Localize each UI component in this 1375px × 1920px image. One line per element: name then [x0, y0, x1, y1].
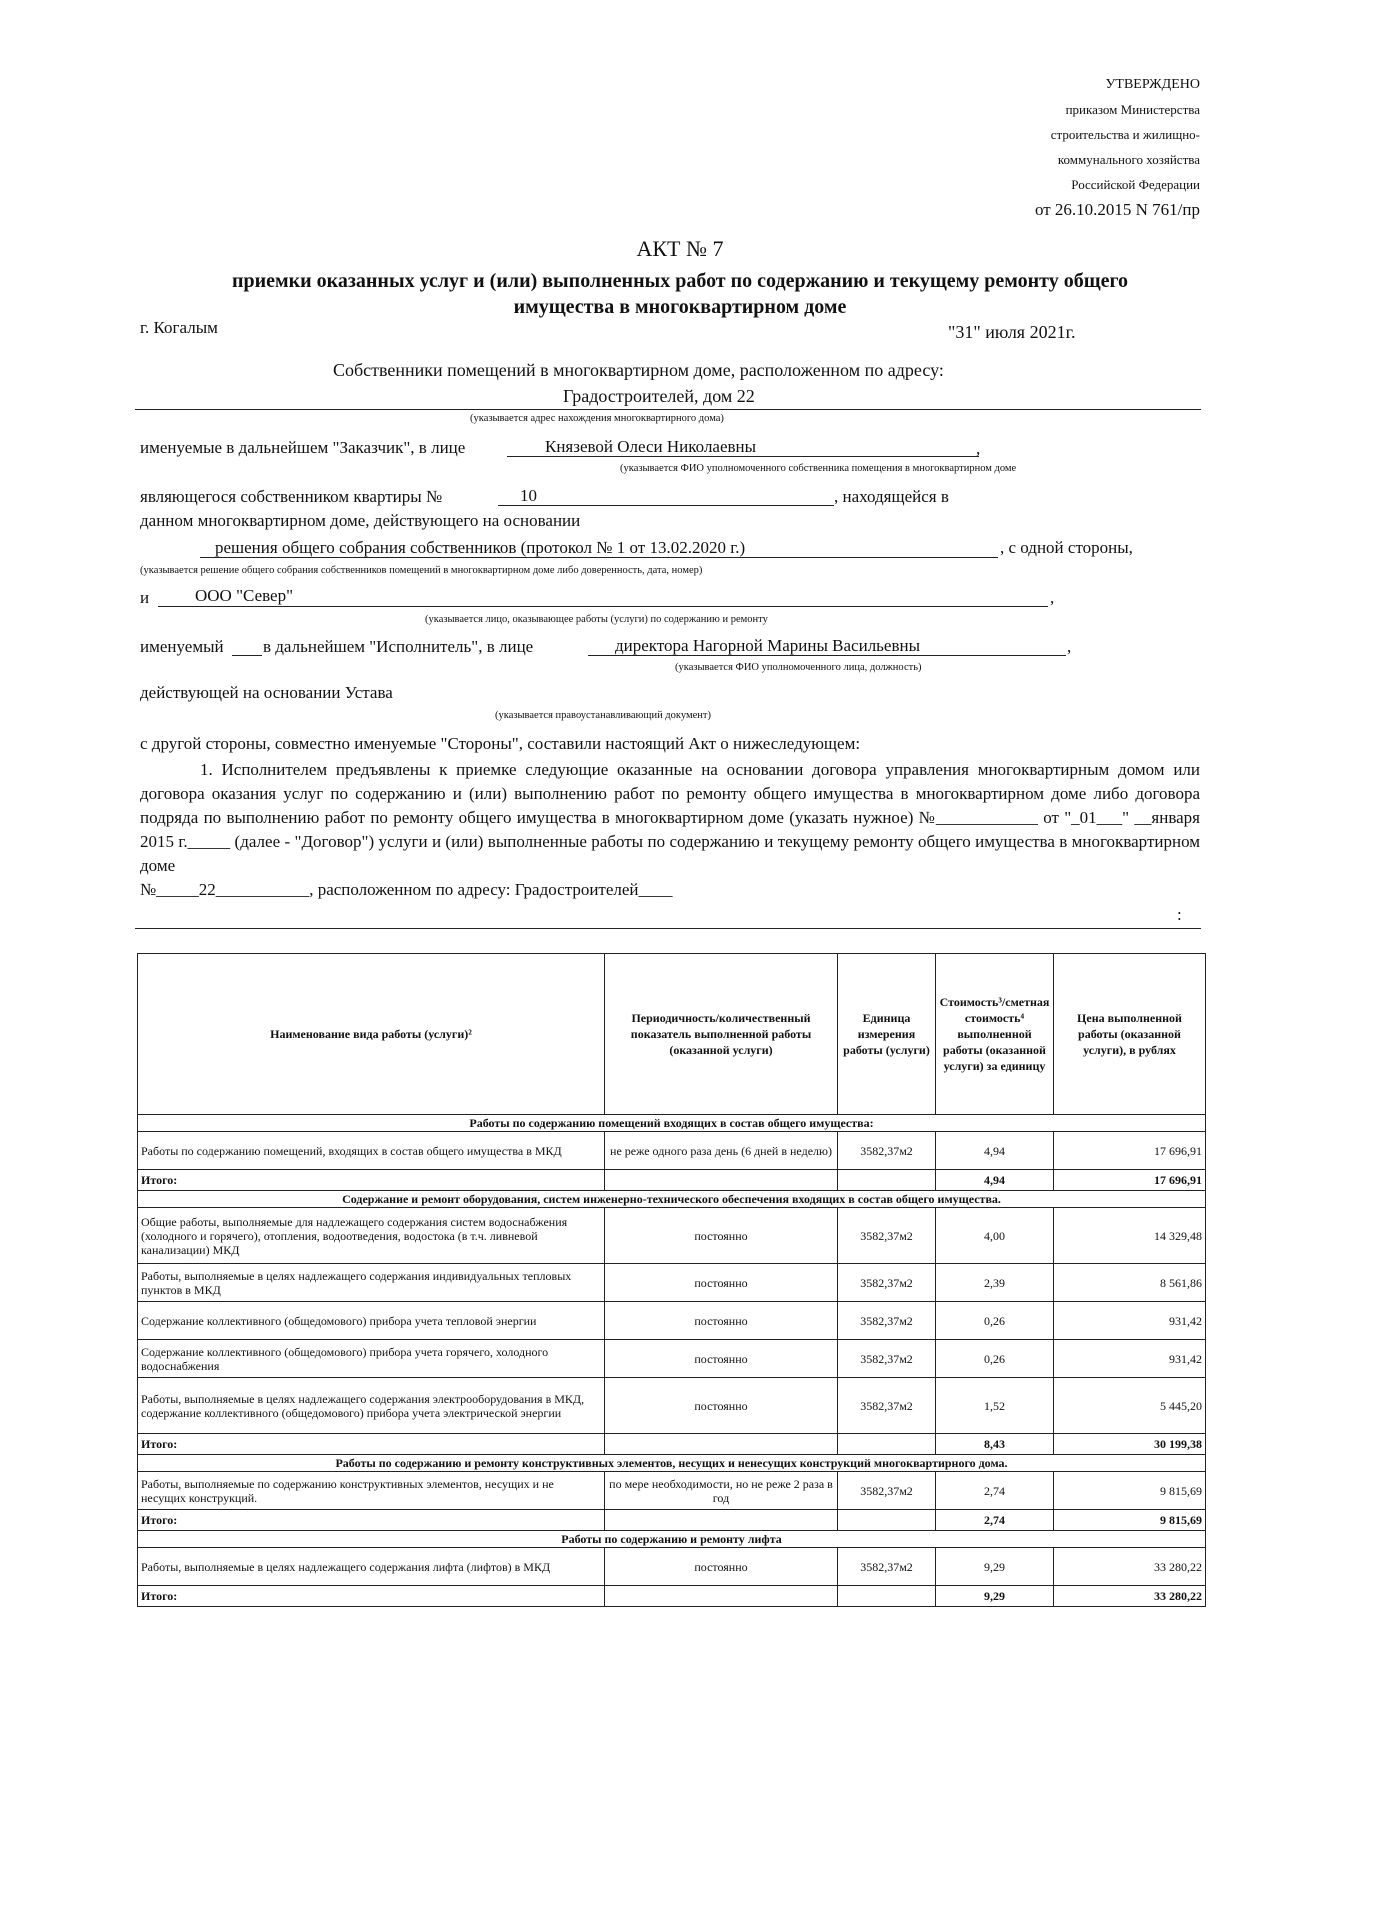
work-periodicity: постоянно — [605, 1208, 838, 1264]
total-price: 17 696,91 — [1054, 1170, 1206, 1191]
header-periodicity: Периодичность/количественный показатель выполненной работы (оказанной услуги) — [605, 954, 838, 1115]
address-underline — [135, 409, 1201, 410]
basis: решения общего собрания собственников (протокол № 1 от 13.02.2020 г.) — [215, 538, 746, 557]
table-row — [138, 1548, 1206, 1586]
work-price: 931,42 — [1054, 1340, 1206, 1378]
customer-name: Князевой Олеси Николаевны — [545, 437, 757, 456]
act-date: "31" июля 2021г. — [948, 322, 1076, 342]
table-row — [138, 1340, 1206, 1378]
clause-1-address: №_____22___________, расположенном по адресу: Градостроителей____ — [140, 880, 673, 899]
section-title: Содержание и ремонт оборудования, систем инженерно-технического обеспечения входящих в состав общего имущества. — [138, 1191, 1206, 1208]
total-empty — [838, 1586, 936, 1607]
work-cost: 2,74 — [936, 1472, 1054, 1510]
named-prefix: именуемый — [140, 637, 224, 656]
total-row — [138, 1586, 1206, 1607]
total-empty — [838, 1510, 936, 1531]
work-unit: 3582,37м2 — [838, 1132, 936, 1170]
address-note: (указывается адрес нахождения многоквартирного дома) — [470, 413, 724, 424]
work-name: Содержание коллективного (общедомового) прибора учета тепловой энергии — [138, 1302, 605, 1340]
work-periodicity: не реже одного раза день (6 дней в неделю) — [605, 1132, 838, 1170]
table-row — [138, 1472, 1206, 1510]
work-unit: 3582,37м2 — [838, 1548, 936, 1586]
executor-name: ООО "Север" — [195, 586, 294, 605]
section-row — [138, 1455, 1206, 1472]
work-unit: 3582,37м2 — [838, 1208, 936, 1264]
person-suffix: , — [1067, 637, 1072, 656]
work-cost: 4,94 — [936, 1132, 1054, 1170]
work-periodicity: постоянно — [605, 1548, 838, 1586]
executor-prefix: и — [140, 588, 150, 607]
work-name: Работы, выполняемые в целях надлежащего содержания лифта (лифтов) в МКД — [138, 1548, 605, 1586]
act-subtitle-line: имущества в многоквартирном доме — [513, 296, 847, 318]
work-cost: 1,52 — [936, 1378, 1054, 1434]
work-cost: 0,26 — [936, 1340, 1054, 1378]
clause-1-text: 1. Исполнителем предъявлены к приемке следующие оказанные на основании договора управления многоквартирным домом или договора оказания услуг по содержанию и (или) выполнению работ по ремонту общего имущества в многоквартирном доме либо договора подряда по выполнению работ по ремонту общего имущества в многоквартирном доме (указать нужное) №____________ от "_01___" __января 2015 г._____ (далее - "Договор") услуги и (или) выполненные работы по содержанию и текущему ремонту общего имущества в многоквартирном доме — [140, 760, 1200, 875]
work-name: Содержание коллективного (общедомового) прибора учета горячего, холодного водоснабжения — [138, 1340, 605, 1378]
total-price: 30 199,38 — [1054, 1434, 1206, 1455]
customer-note: (указывается ФИО уполномоченного собственника помещения в многоквартирном доме — [620, 463, 1017, 474]
work-price: 17 696,91 — [1054, 1132, 1206, 1170]
header-name: Наименование вида работы (услуги)² — [138, 954, 605, 1115]
table-row — [138, 1208, 1206, 1264]
section-title: Работы по содержанию помещений входящих в состав общего имущества: — [138, 1115, 1206, 1132]
approval-line: Российской Федерации — [1071, 177, 1200, 192]
total-label: Итого: — [138, 1586, 605, 1607]
header-unit: Единица измерения работы (услуги) — [838, 954, 936, 1115]
work-unit: 3582,37м2 — [838, 1472, 936, 1510]
work-unit: 3582,37м2 — [838, 1378, 936, 1434]
section-title: Работы по содержанию и ремонту лифта — [138, 1531, 1206, 1548]
work-periodicity: постоянно — [605, 1302, 838, 1340]
person-note: (указывается ФИО уполномоченного лица, должность) — [675, 662, 922, 673]
executor-underline — [158, 606, 1048, 607]
total-empty — [605, 1586, 838, 1607]
acting-note: (указывается правоустанавливающий документ) — [495, 710, 711, 721]
approval-line: УТВЕРЖДЕНО — [1105, 77, 1200, 92]
act-title: АКТ № 7 — [636, 236, 724, 261]
customer-suffix: , — [976, 439, 981, 458]
total-row — [138, 1510, 1206, 1531]
total-empty — [838, 1170, 936, 1191]
approval-line: приказом Министерства — [1065, 102, 1200, 117]
total-empty — [838, 1434, 936, 1455]
owners-line: Собственники помещений в многоквартирном доме, расположенном по адресу: — [333, 360, 944, 380]
total-row — [138, 1434, 1206, 1455]
approval-line: коммунального хозяйства — [1057, 152, 1200, 167]
total-label: Итого: — [138, 1434, 605, 1455]
work-periodicity: постоянно — [605, 1340, 838, 1378]
work-price: 931,42 — [1054, 1302, 1206, 1340]
work-price: 9 815,69 — [1054, 1472, 1206, 1510]
total-empty — [605, 1510, 838, 1531]
work-cost: 9,29 — [936, 1548, 1054, 1586]
approval-stamp — [940, 72, 1200, 222]
building-address: Градостроителей, дом 22 — [563, 386, 755, 406]
apartment-suffix: , находящейся в — [834, 487, 949, 506]
works-table — [137, 953, 1206, 1607]
clause-colon: : — [1177, 905, 1182, 924]
executor-note: (указывается лицо, оказывающее работы (услуги) по содержанию и ремонту — [425, 614, 768, 625]
total-cost: 4,94 — [936, 1170, 1054, 1191]
total-label: Итого: — [138, 1170, 605, 1191]
city: г. Когалым — [140, 318, 218, 337]
table-header-row — [138, 954, 1206, 1115]
act-subtitle — [140, 268, 1220, 320]
named-underline — [232, 655, 262, 656]
total-empty — [605, 1434, 838, 1455]
executor-suffix: , — [1050, 588, 1055, 607]
work-periodicity: по мере необходимости, но не реже 2 раза в год — [605, 1472, 838, 1510]
basis-note: (указывается решение общего собрания собственников помещений в многоквартирном доме либо доверенность, дата, номер) — [140, 565, 703, 576]
act-subtitle-line: приемки оказанных услуг и (или) выполненных работ по содержанию и текущему ремонту общего — [231, 270, 1129, 292]
table-row — [138, 1302, 1206, 1340]
total-label: Итого: — [138, 1510, 605, 1531]
total-cost: 2,74 — [936, 1510, 1054, 1531]
named-mid: в дальнейшем "Исполнитель", в лице — [263, 637, 534, 656]
apartment-prefix: являющегося собственником квартиры № — [140, 487, 443, 506]
work-cost: 0,26 — [936, 1302, 1054, 1340]
section-title: Работы по содержанию и ремонту конструктивных элементов, несущих и ненесущих конструкций многоквартирного дома. — [138, 1455, 1206, 1472]
basis-line: данном многоквартирном доме, действующего на основании — [140, 511, 581, 530]
work-price: 33 280,22 — [1054, 1548, 1206, 1586]
approval-line: от 26.10.2015 N 761/пр — [1034, 200, 1200, 219]
work-unit: 3582,37м2 — [838, 1264, 936, 1302]
clause-1 — [140, 758, 1200, 902]
table-row — [138, 1132, 1206, 1170]
work-name: Работы, выполняемые в целях надлежащего содержания электрооборудования в МКД, содержание коллективного (общедомового) прибора учета электрической энергии — [138, 1378, 605, 1434]
total-empty — [605, 1170, 838, 1191]
executor-person: директора Нагорной Марины Васильевны — [615, 636, 921, 655]
work-price: 14 329,48 — [1054, 1208, 1206, 1264]
section-row — [138, 1531, 1206, 1548]
work-cost: 2,39 — [936, 1264, 1054, 1302]
total-price: 33 280,22 — [1054, 1586, 1206, 1607]
work-name: Работы, выполняемые по содержанию конструктивных элементов, несущих и не несущих конструкций. — [138, 1472, 605, 1510]
acting-basis: действующей на основании Устава — [140, 683, 393, 702]
work-price: 5 445,20 — [1054, 1378, 1206, 1434]
header-price: Цена выполненной работы (оказанной услуги), в рублях — [1054, 954, 1206, 1115]
work-name: Работы, выполняемые в целях надлежащего содержания индивидуальных тепловых пунктов в МКД — [138, 1264, 605, 1302]
work-unit: 3582,37м2 — [838, 1302, 936, 1340]
apartment-underline — [498, 505, 834, 506]
table-row — [138, 1264, 1206, 1302]
clause-underline — [135, 928, 1201, 929]
work-cost: 4,00 — [936, 1208, 1054, 1264]
apartment-number: 10 — [520, 486, 537, 505]
work-unit: 3582,37м2 — [838, 1340, 936, 1378]
total-cost: 8,43 — [936, 1434, 1054, 1455]
approval-line: строительства и жилищно- — [1050, 127, 1200, 142]
section-row — [138, 1191, 1206, 1208]
total-price: 9 815,69 — [1054, 1510, 1206, 1531]
work-price: 8 561,86 — [1054, 1264, 1206, 1302]
work-periodicity: постоянно — [605, 1264, 838, 1302]
total-cost: 9,29 — [936, 1586, 1054, 1607]
total-row — [138, 1170, 1206, 1191]
basis-suffix: , с одной стороны, — [1000, 538, 1133, 557]
work-periodicity: постоянно — [605, 1378, 838, 1434]
customer-prefix: именуемые в дальнейшем "Заказчик", в лице — [140, 438, 466, 457]
other-side: с другой стороны, совместно именуемые "Стороны", составили настоящий Акт о нижеследующем: — [140, 734, 861, 753]
section-row — [138, 1115, 1206, 1132]
header-cost: Стоимость³/сметная стоимость⁴ выполненной работы (оказанной услуги) за единицу — [936, 954, 1054, 1115]
table-row — [138, 1378, 1206, 1434]
work-name: Общие работы, выполняемые для надлежащего содержания систем водоснабжения (холодного и горячего), отопления, водоотведения, водостока (в т.ч. ливневой канализации) МКД — [138, 1208, 605, 1264]
work-name: Работы по содержанию помещений, входящих в состав общего имущества в МКД — [138, 1132, 605, 1170]
